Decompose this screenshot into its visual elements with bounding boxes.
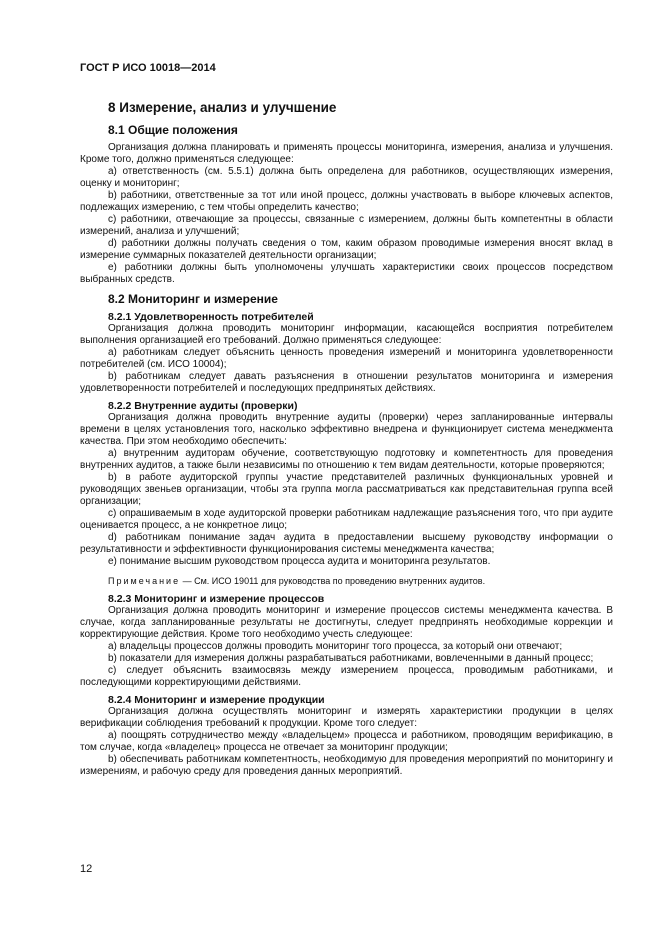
- note-label: Примечание: [108, 576, 181, 586]
- document-body: [80, 100, 613, 778]
- note: [80, 576, 613, 587]
- paragraph: b) работники, ответственные за тот или иной процесс, должны участвовать в выборе ключевых аспектов, подлежащих измерению, с тем чтобы определить качество;: [80, 190, 613, 213]
- paragraph: Организация должна осуществлять мониторинг и измерять характеристики продукции в целях верификации соблюдения требований к продукции. Кроме того следует:: [80, 706, 613, 729]
- paragraph: c) работники, отвечающие за процессы, связанные с измерением, должны быть компетентны в области измерений, анализа и улучшений;: [80, 214, 613, 237]
- section-8-1-title: 8.1 Общие положения: [108, 123, 238, 137]
- paragraph: Организация должна проводить внутренние аудиты (проверки) через запланированные интервалы времени в целях установления того, насколько эффективно внедрена и функционирует система менеджмента качества. При этом необходимо обеспечить:: [80, 412, 613, 447]
- paragraph: a) поощрять сотрудничество между «владельцем» процесса и работником, проводящим верификацию, в том случае, когда «владелец» процесса не отвечает за мониторинг продукции;: [80, 730, 613, 753]
- section-8-2-3-title: 8.2.3 Мониторинг и измерение процессов: [108, 593, 325, 605]
- paragraph: c) следует объяснить взаимосвязь между измерением процесса, проводимым работниками, и последующими корректирующими действиями.: [80, 665, 613, 688]
- paragraph: a) работникам следует объяснить ценность проведения измерений и мониторинга удовлетворенности потребителей (см. ИСО 10004);: [80, 347, 613, 370]
- paragraph: d) работники должны получать сведения о том, каким образом проводимые измерения вносят вклад в измерение суммарных показателей деятельности организации;: [80, 238, 613, 261]
- paragraph: b) обеспечивать работникам компетентность, необходимую для проведения мероприятий по мониторингу и измерениям, и рабочую среду для проведения данных мероприятий.: [80, 754, 613, 777]
- section-8-2-4-title: 8.2.4 Мониторинг и измерение продукции: [108, 694, 325, 706]
- paragraph: e) работники должны быть уполномочены улучшать характеристики своих процессов посредством выбранных средств.: [80, 262, 613, 285]
- paragraph: a) владельцы процессов должны проводить мониторинг того процесса, за который они отвечают;: [108, 641, 563, 652]
- section-8-2-1-title: 8.2.1 Удовлетворенность потребителей: [108, 311, 314, 323]
- section-8-title: 8 Измерение, анализ и улучшение: [108, 100, 337, 115]
- paragraph: a) ответственность (см. 5.5.1) должна быть определена для работников, осуществляющих измерения, оценку и мониторинг;: [80, 166, 613, 189]
- paragraph: Организация должна проводить мониторинг и измерение процессов системы менеджмента качества. В случае, когда запланированные результаты не достигнуты, следует предпринять необходимые коррекции и корректирующие действия. Кроме того необходимо учесть следующее:: [80, 605, 613, 640]
- paragraph: a) внутренним аудиторам обучение, соответствующую подготовку и компетентность для проведения внутренних аудитов, а также были независимы по отношению к тем видам деятельности, которые проверяются;: [80, 448, 613, 471]
- paragraph: d) работникам понимание задач аудита в предоставлении высшему руководству информации о результативности и эффективности функционирования системы менеджмента качества;: [80, 532, 613, 555]
- page-number: 12: [80, 863, 93, 875]
- paragraph: b) в работе аудиторской группы участие представителей различных функциональных уровней и руководящих звеньев организации, чтобы эта группа могла рассматриваться как представительная группа всей организации;: [80, 472, 613, 507]
- section-8-2-2-title: 8.2.2 Внутренние аудиты (проверки): [108, 400, 298, 412]
- paragraph: b) работникам следует давать разъяснения в отношении результатов мониторинга и измерения удовлетворенности потребителей и последующих предпринятых действиях.: [80, 371, 613, 394]
- paragraph: b) показатели для измерения должны разрабатываться работниками, вовлеченными в данный процесс;: [108, 653, 594, 664]
- section-8-2-title: 8.2 Мониторинг и измерение: [108, 292, 278, 306]
- paragraph: c) опрашиваемым в ходе аудиторской проверки работникам надлежащие разъяснения того, что при аудите оценивается процесс, а не конкретное лицо;: [80, 508, 613, 531]
- paragraph: Организация должна планировать и применять процессы мониторинга, измерения, анализа и улучшения. Кроме того, должно применяться следующее:: [80, 142, 613, 165]
- paragraph: Организация должна проводить мониторинг информации, касающейся восприятия потребителем выполнения организацией его требований. Должно применяться следующее:: [80, 323, 613, 346]
- document-header: ГОСТ Р ИСО 10018—2014: [80, 62, 216, 74]
- note-text: — См. ИСО 19011 для руководства по проведению внутренних аудитов.: [180, 576, 486, 586]
- paragraph: e) понимание высшим руководством процесса аудита и мониторинга результатов.: [108, 556, 491, 567]
